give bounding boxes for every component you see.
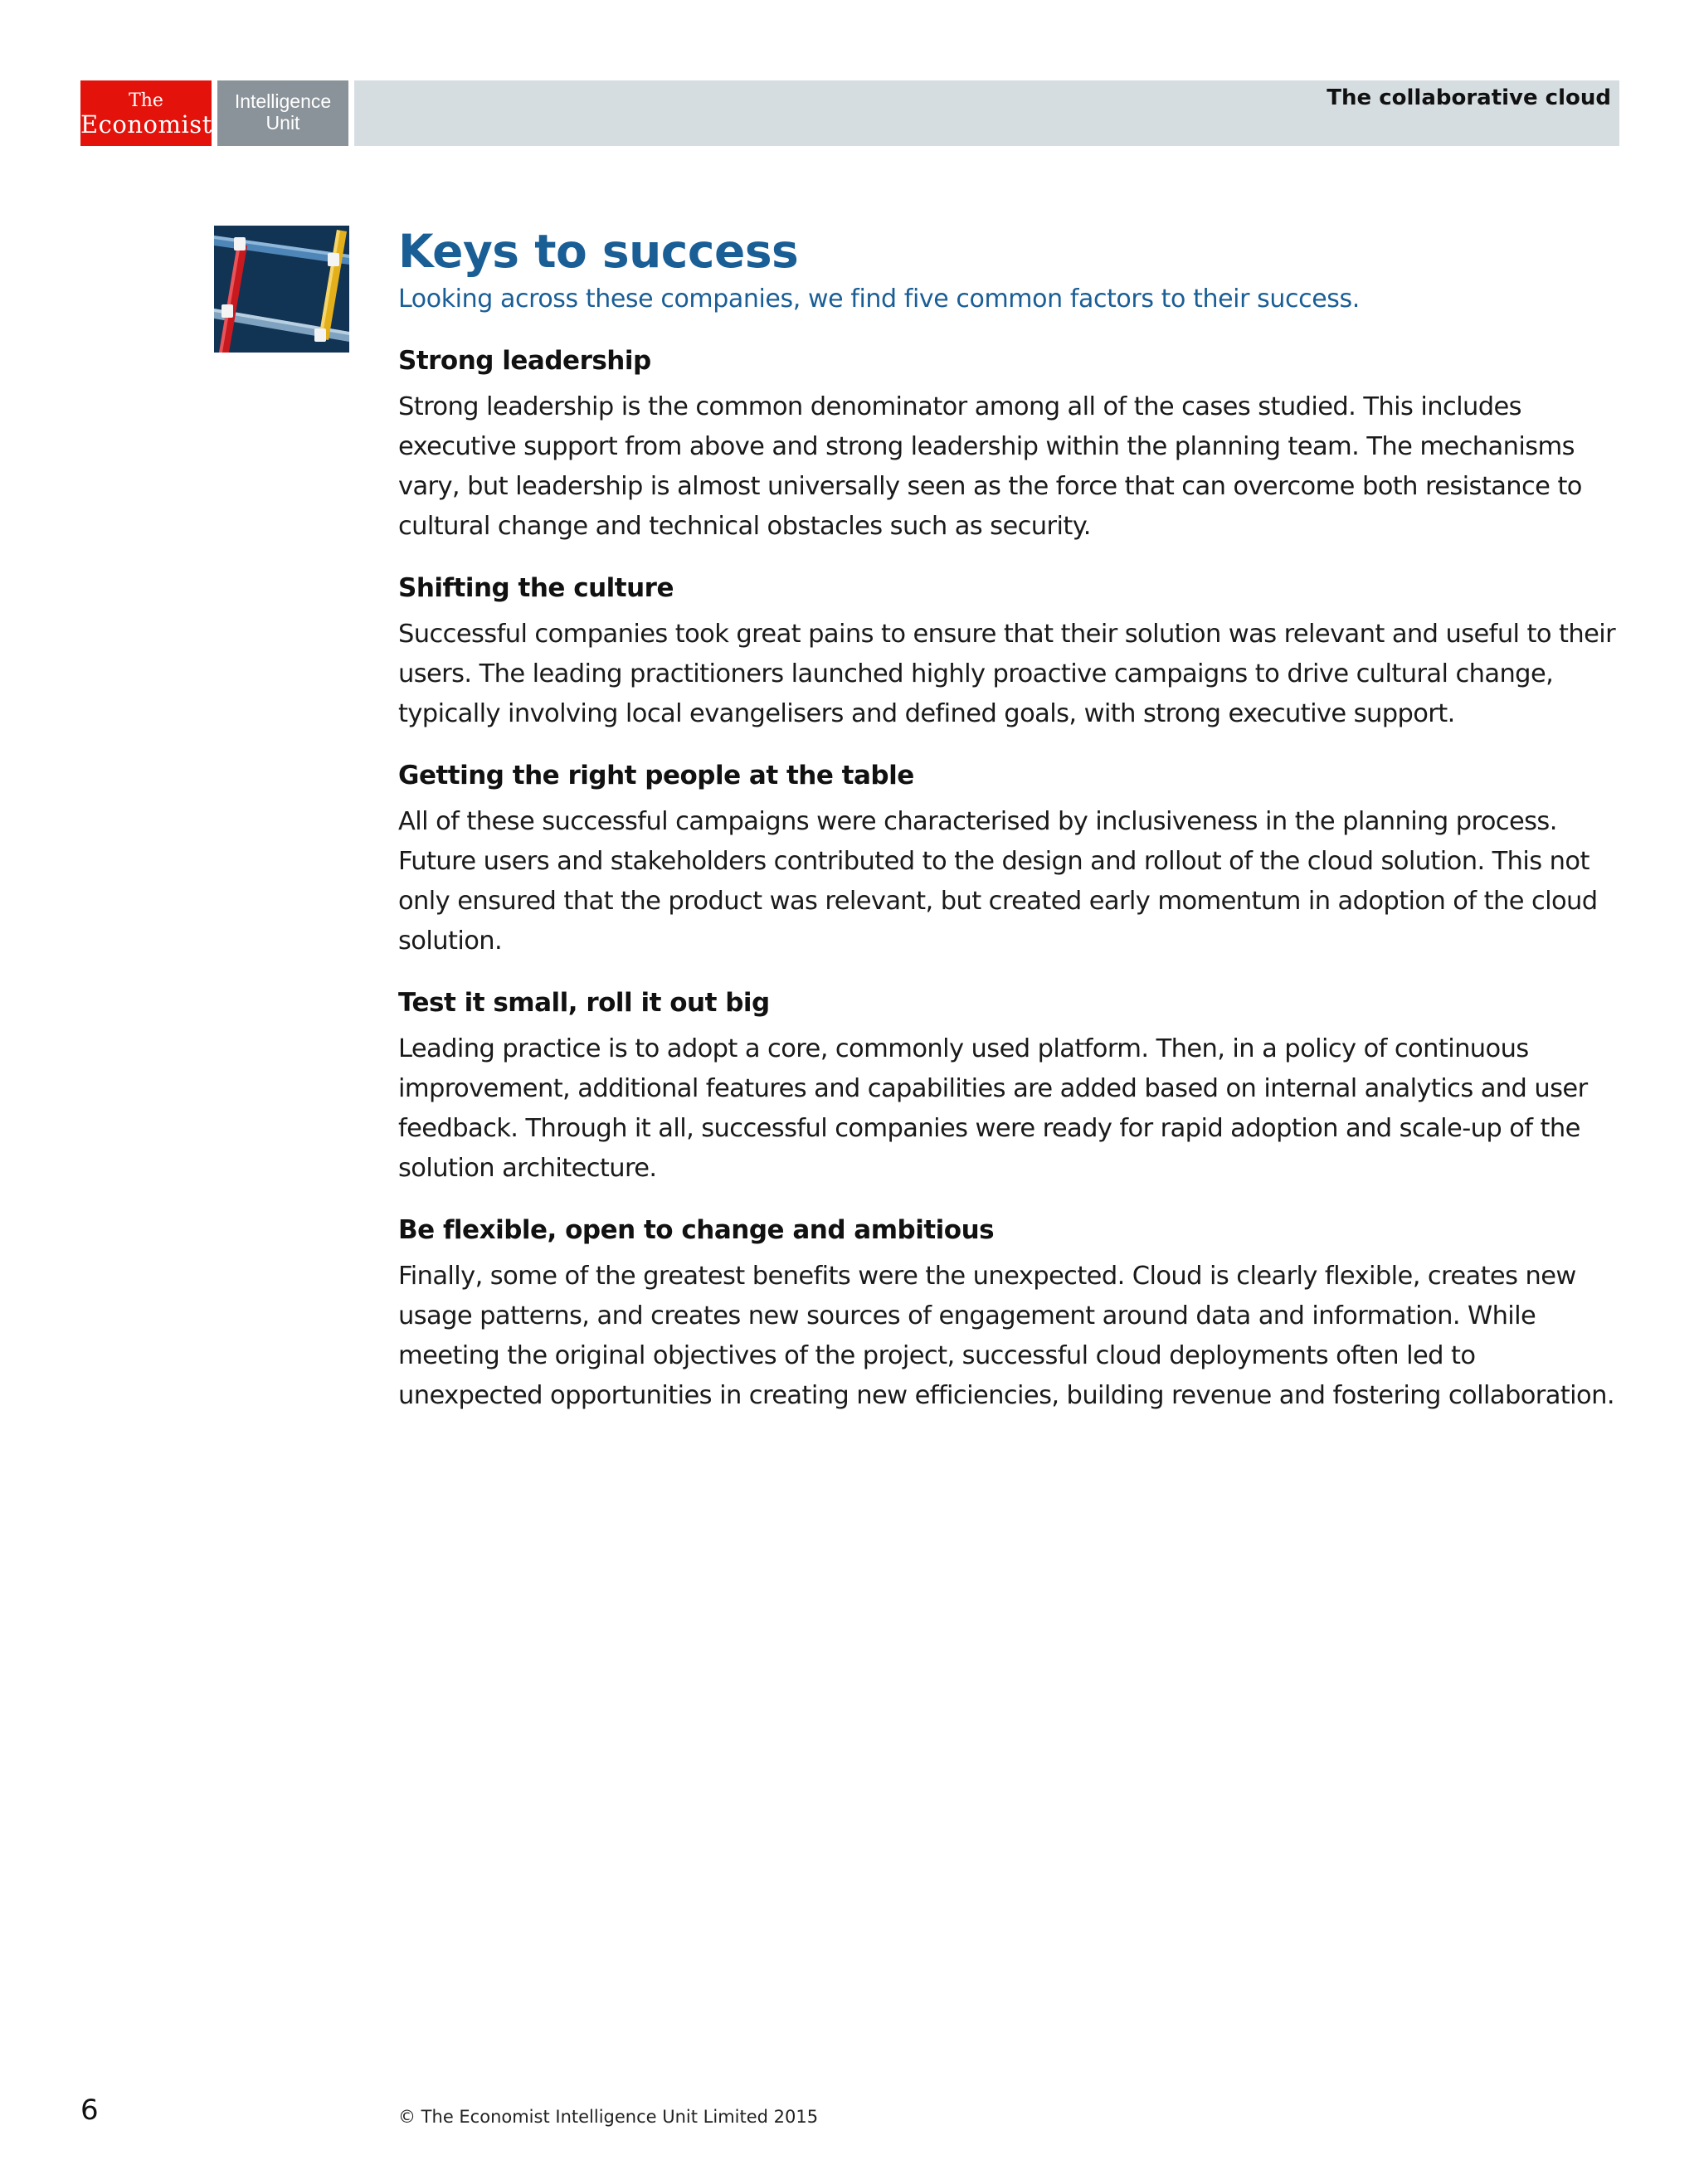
section-heading: Shifting the culture: [398, 573, 674, 603]
section-strong-leadership: [398, 344, 1619, 547]
section-shifting-culture: [398, 572, 1619, 734]
section-test-small: [398, 986, 1619, 1189]
eiu-line-unit: Unit: [265, 112, 300, 134]
section-be-flexible: [398, 1214, 1619, 1416]
main-content: [398, 220, 1619, 1416]
page-subtitle: Looking across these companies, we find five common factors to their success.: [398, 285, 1360, 314]
section-heading: Test it small, roll it out big: [398, 988, 770, 1018]
economist-logo: [80, 80, 212, 146]
section-heading: Strong leadership: [398, 346, 651, 376]
logo-line-the: The: [129, 90, 163, 111]
page-title: Keys to success: [398, 225, 799, 278]
section-body: Leading practice is to adopt a core, commonly used platform. Then, in a policy of continuous improvement, additional features and capabilities are added based on internal analytics and user feedback. Through it all, successful companies were ready for rapid adoption and scale-up of the solution architecture.: [398, 1034, 1588, 1183]
page-number: 6: [80, 2094, 99, 2127]
report-title: The collaborative cloud: [1327, 85, 1611, 110]
eiu-line-intelligence: Intelligence: [234, 90, 332, 112]
section-right-people: [398, 759, 1619, 961]
section-body: Strong leadership is the common denominator among all of the cases studied. This includes executive support from above and strong leadership within the planning team. The mechanisms vary, but leadership is almost universally seen as the force that can overcome both resistance to cultural change and technical obstacles such as security.: [398, 392, 1582, 541]
section-body: All of these successful campaigns were characterised by inclusiveness in the planning process. Future users and stakeholders contributed to the design and rollout of the cloud solution. This not only ensured that the product was relevant, but created early momentum in adoption of the cloud solution.: [398, 807, 1598, 956]
section-heading: Getting the right people at the table: [398, 761, 914, 790]
logo-line-economist: Economist: [80, 110, 212, 139]
section-body: Successful companies took great pains to ensure that their solution was relevant and useful to their users. The leading practitioners launched highly proactive campaigns to drive cultural change, typically involving local evangelisers and defined goals, with strong executive support.: [398, 620, 1616, 728]
header-bar: [354, 80, 1619, 146]
eiu-logo: [217, 80, 348, 146]
pipes-frame-icon: [214, 226, 349, 353]
section-heading: Be flexible, open to change and ambitious: [398, 1215, 995, 1245]
section-body: Finally, some of the greatest benefits were the unexpected. Cloud is clearly flexible, creates new usage patterns, and creates new sources of engagement around data and information. While meeting the original objectives of the project, successful cloud deployments often led to unexpected opportunities in creating new efficiencies, building revenue and fostering collaboration.: [398, 1262, 1614, 1410]
copyright-notice: © The Economist Intelligence Unit Limited 2015: [398, 2107, 819, 2127]
